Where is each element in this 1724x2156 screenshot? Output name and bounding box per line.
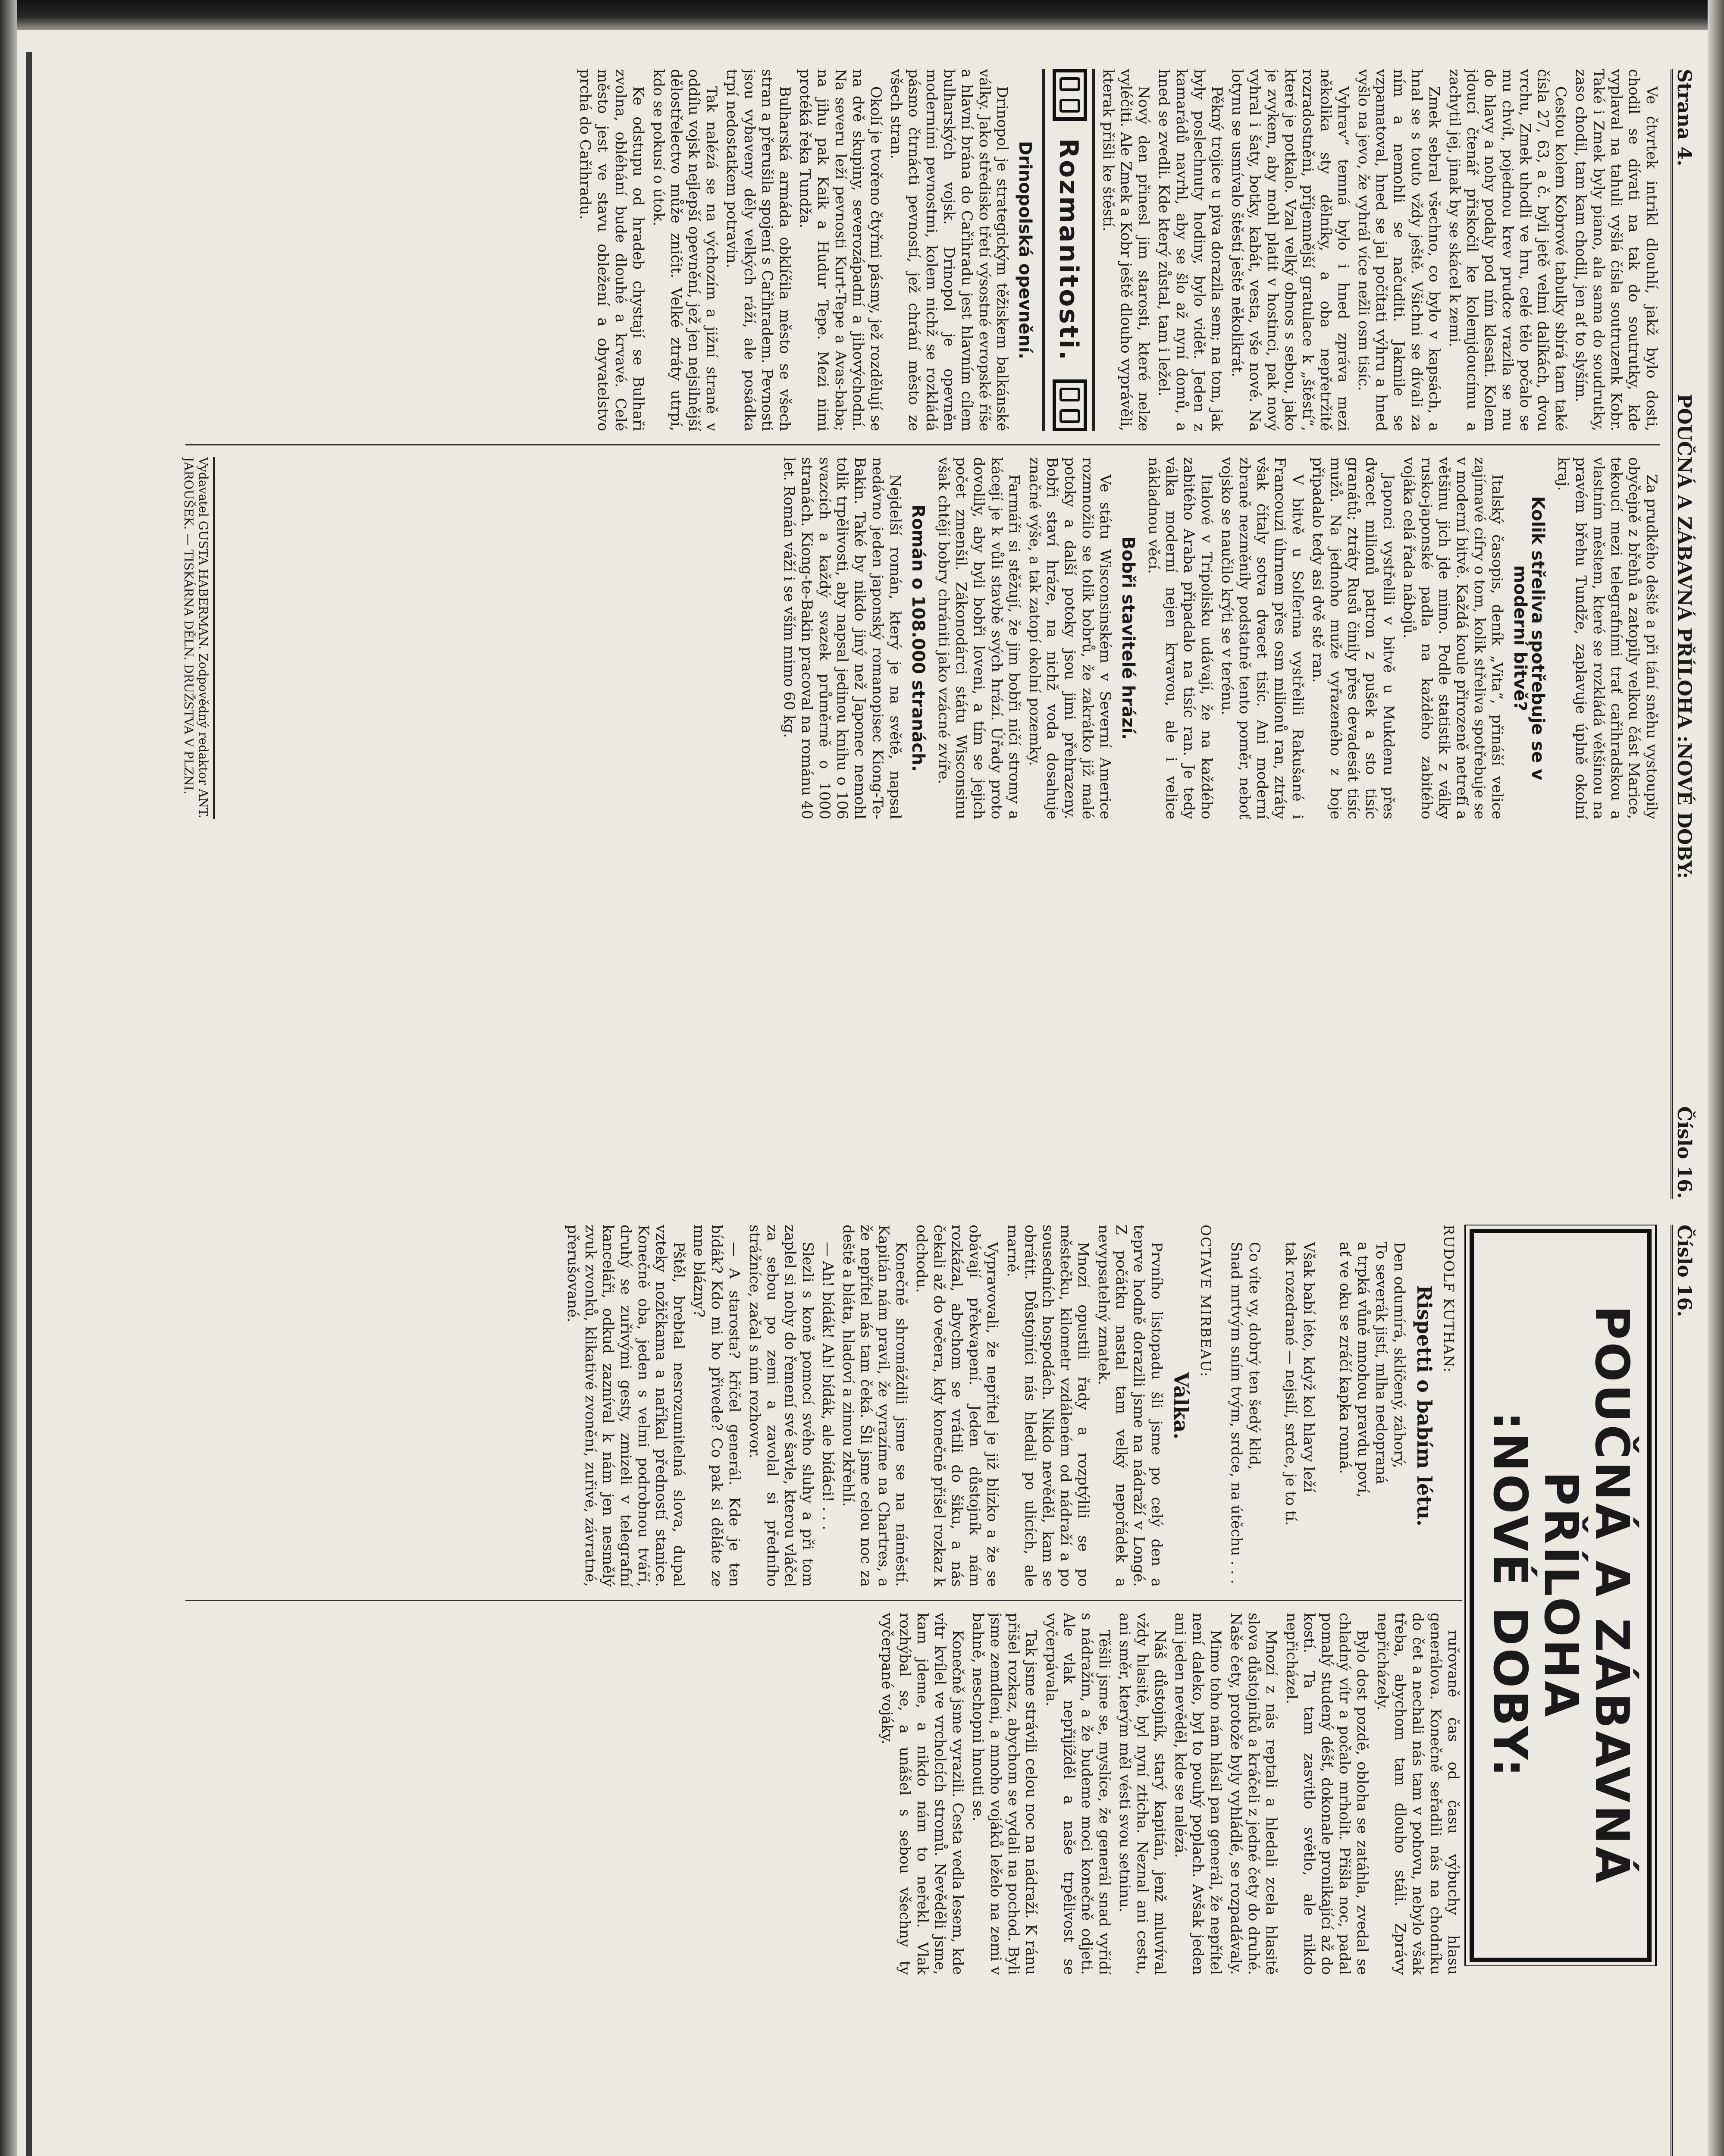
paragraph: Pštěl, brebtal nesrozumitelná slova, dupal vzteky nožičkama a naříkal předností stanice. Konečně oba, jeden s velmi podrobnou tváří, druhý se zuřivými gesty, zmizeli v telegrafní kanceláři, odkud zazníval k nám jen nesmělý zvuk zvonků, klikativé zvonění, zuřivé, závratné, přerušované.	[564, 1225, 687, 1587]
page-4	[172, 69, 1703, 1199]
issue-number: Číslo 16.	[1673, 1106, 1695, 1199]
paragraph: — Ah! bídák! Ah! bídák, ale bídáci! . . .	[819, 1242, 837, 1530]
paragraph: Cestou kolem Kobrové tabulky sbírá tam také čísla 27, 63, a č. byli jetě velmi dalíkách, dvou vrchu, Zmek uhodli ve hru, celé tělo počalo se mu chvít, pojednou krev prudce vrazila se mu do hlavy a nohy podaly pod ním klesati. Kolem jdoucí čtenář přiskočil ke kolemjdoucímu a zachytil jej, jinak by se skácel k zemi.	[1446, 69, 1569, 431]
paragraph: — A starosta? křičel generál. Kde je ten bídák? Kdo mi ho přivede? Co pak si děláte ze mne blázny?	[690, 1225, 743, 1587]
page-number: Strana 4.	[1673, 69, 1695, 166]
column-poem-story	[177, 1225, 1462, 1587]
poem-line	[1263, 1242, 1282, 1587]
ornament-icon	[1053, 379, 1087, 431]
paragraph: Ke odstupu od hradeb chystají se Bulhaři zvolna, obléhání bude dlouhé a krvavé. Celé město jest ve stavu obležení a obyvatelstvo prchá do Cařihradu.	[577, 69, 647, 431]
poem-line: a trpká vůně mnohou pravdu poví,	[1354, 1242, 1372, 1498]
paragraph: Prvního listopadu šli jsme po celý den a teprve hodně dorazili jsme na nádraží v Longé. Z počátku nastal tam velký nepořádek a nevypsatelný zmatek.	[1095, 1225, 1165, 1587]
paragraph: Nejdelší román, který je na světě, napsal nedávno jeden japonský romanopisec Kiong-Te-Bakin. Také by nikdo jiný než Japonec nemohl tolik trpělivosti, aby napsal jedinou knihu o 106 svazcích a každý svazek průměrně o 1000 stranách. Kiong-te-Bakin pracoval na románu 40 let. Román váží i se vším mimo 60 kg.	[781, 457, 904, 819]
scan-top-edge	[0, 0, 1724, 30]
binding-line	[26, 52, 32, 2156]
paragraph: Drinopol je strategickým těžiskem balkánské války. Jako středisko třetí výsostné evropské říše a hlavní brána do Cařihradu jest hlavním cílem bulharských vojsk. Drinopol je opevněn moderními pevnostmi, kolem nichž se rozkládá pásmo čtrnácti pevností, jež chrání město ze všech stran.	[887, 69, 1011, 431]
paragraph: Ve státu Wisconsinském v Severní Americe rozmnožilo se tolik bobrů, že zakrátko již malé potoky a další potoky jsou jimi přehrazeny. Bobři staví hráze, na nichž voda dosahuje značné výše, a tak zatopí okolní pozemky.	[1026, 457, 1114, 819]
paragraph: Italský časopis, deník „Vita“, přináší velice zajímavé cifry o tom, kolik střeliva spotřebuje se v moderní bitvě. Každá koule přirozeně netrefí a většinu jich jde mimo. Podle statistik z války rusko-japonské padla na každého zabitého vojáka celá řada nábojů.	[1400, 457, 1506, 819]
scan-left-edge	[0, 0, 17, 2156]
paragraph: Vyhrav“ temná bylo i hned zpráva mezi několika sty dělníky, a oba nepřetržitě rozradostněni, příjemnější gratulace k „štěstí“, které je potkalo. Vzal velký obnos s sebou, jako je zvykem, aby mohl platit v hostinci, pak nový vyhral i šaty, botky, kabát, vesta, vše nové. Na lotynu se usmívalo štěstí ještě několikrát.	[1229, 69, 1352, 431]
supplement-front-page	[172, 1225, 1703, 2156]
masthead-line-2: :NOVÉ DOBY:	[1483, 1411, 1537, 1780]
poem	[1227, 1225, 1408, 1587]
paragraph: Okolí je tvořeno čtyřmi pásmy, jež rozdělují se na dvě skupiny, severozápadní a jihovýchodní. Na severu leží pevnosti Kurt-Tepe a Avas-baba; na jihu pak Kaik a Hudur Tepe. Mezi nimi protéká řeka Tundža.	[796, 69, 884, 431]
paragraph: ruřovaně čas od času výbuchy hlasu generálova. Konečně seřadili nás na chodníku do čet a nechali nás tam v pohovu, nebylo však třeba, abychom tam dlouho stáli. Zprávy nepřicházely.	[1374, 1613, 1462, 1975]
paragraph: Bylo dost pozdě, obloha se zatáhla, zvedal se chladný vítr a počalo mrholit. Přišla noc, padal pomalý studený déšť, dokonale pronikající až do kostí. Ta tam zasvitlo světlo, ale nikdo nepřicházel.	[1283, 1613, 1371, 1975]
paragraph: Ve čtvrtek intrikl dlouhlí, jakž bylo dosti, chodil se dívati na tak do soutrutky, kde vyplaval na tahuli vyšlá čísla soutruzenk Kobr. Také i Zmek byly piano, ala sama do soudrutky, zaso chodil, tam kam chodil, jen ať to slyším.	[1572, 69, 1660, 431]
rotated-newspaper-sheet	[172, 69, 1703, 2156]
paragraph: Bulharská armáda obklíčila město se všech stran a přerušila spojení s Cařihradem. Pevnosti jsou vybaveny děly velkých ráží, ale posádka trpí nedostatkem potravin.	[723, 69, 793, 431]
column-divider	[185, 1600, 1462, 1601]
poem-author: RUDOLF KUTHAN:	[1441, 1225, 1457, 1373]
paragraph: Italové v Tripolisku udávají, že na každého zabitého Araba připadalo na tisíc ran. Je tedy válka moderní nejen krvavou, ale i velice nákladnou věcí.	[1145, 457, 1215, 819]
article-title: Bobři stavitelé hrází.	[1118, 536, 1138, 740]
column-2	[177, 457, 1660, 819]
paragraph: Tak jsme strávili celou noc na nádraží. K ránu přišel rozkaz, abychom se vydali na pochod. Byli jsme zemdleni, a mnoho vojáků leželo na zemi v bahně, neschopni hnouti se.	[969, 1613, 1040, 1975]
paragraph: Farmáři si stěžují, že jim bobři ničí stromy a kácejí je k vůli stavbě svých hrází. Úřady proto dovolily, aby byli bobři loveni, a tím se jejich počet zmenšil. Zákonodárci státu Wisconsinu však chtějí bobry chrániti jako vzácné zvíře.	[935, 457, 1023, 819]
issue-number: Číslo 16.	[1673, 1225, 1695, 1317]
masthead	[1470, 1229, 1652, 1962]
article-title: Kolik střeliva spotřebuje se v moderní bitvě?	[1510, 496, 1548, 780]
paragraph: Těšili jsme se, myslíce, že generál snad vyřídí s nádražím, a že budeme moci konečně odjeti. Ale vlak nepřijížděl a naše trpělivost se vyčerpávala.	[1043, 1613, 1113, 1975]
impressum-line: Vydavatel GUSTA HABERMAN. Zodpovědný redaktor ANT.	[196, 457, 210, 818]
column-1	[177, 69, 1660, 431]
poem-line: Co víte vy, dobrý ten šedý klid,	[1246, 1242, 1263, 1470]
scan-right-edge	[1708, 0, 1724, 2156]
masthead-line-1: POUČNÁ A ZÁBAVNÁ PŘÍLOHA	[1534, 1305, 1639, 1886]
story-title: Válka.	[1169, 1372, 1193, 1440]
paragraph: Konečně jsme vyrazili. Cesta vedla lesem, kde vítr kvílel ve vrcholcích stromů. Nevěděli jsme, kam jdeme, a nikdo nám to neřekl. Vlak rozhýbal se, a unášel s sebou všechny ty vyčerpané vojáky.	[878, 1613, 966, 1975]
poem-title: Rispetti o babím létu.	[1413, 1285, 1436, 1526]
paragraph: Konečně shromáždili jsme se na náměstí. Kapitán nám pravil, že vyrazíme na Chartres, a že nepřítel nás tam čeká. Šli jsme celou noc za deště a bláta, hladoví a zimou zkřehlí.	[840, 1225, 910, 1587]
story-author: OCTAVE MIRBEAU:	[1197, 1225, 1214, 1378]
poem-line: ať ve oku se zráčí kapka ronná.	[1336, 1242, 1354, 1474]
impressum-line: JAROUŠEK. — TISKÁRNA DĚLN. DRUŽSTVA V PLZNI.	[182, 457, 196, 795]
column-divider	[185, 444, 1660, 445]
poem-line: tak rozedrané — nejsilí, srdce, je to tí.	[1282, 1242, 1299, 1526]
poem-line: Však babí léto, když kol hlavy leží	[1300, 1242, 1317, 1493]
paragraph: V bitvě u Solferina vystřelili Rakušané i Francouzi úhrnem přes osm milionů ran, ztráty však čítaly sotva dvacet tisíc. Ani moderní zbraně nezměnily podstatně tento poměr, neboť vojsko se naučilo krýti se v terénu.	[1218, 457, 1306, 819]
paragraph: Japonci vystřelili v bitvě u Mukdenu přes dvacet milionů patron z pušek a sto tisíc granátů; ztráty Rusů činily přes devadesát tisíc mužů. Na jednoho muže vyřazeného z boje připadalo tedy asi dvě stě ran.	[1309, 457, 1397, 819]
paragraph: Pěkný trojice u piva dorazila sem; na tom, jak byly poslechnuty hodiny, bylo vidět. Jeden z kamarádů navrhl, aby se šlo až nyní domů, a hned se zvedli. Kde který zůstal, tam i ležel.	[1155, 69, 1226, 431]
running-head-front	[1671, 1225, 1703, 2156]
poem-line: To severák jistí, mlha nedopraná	[1373, 1242, 1390, 1484]
article-title: Drinopolská opevnění.	[1015, 141, 1035, 360]
paragraph: Zmek sebral všechno, co bylo v kapsách, a hnal se s touto vždy ještě. Všichni se dívali za ním a nemohli se načuditi. Jakmile se vzpamatoval, hned se jal počítati výhru a hned vyšlo na jevo, že vyhrál více nežli osm tisíc.	[1355, 69, 1443, 431]
paragraph: Za prudkého deště a při tání sněhu vystoupily obyčejně z břehů a zatopily velkou část Marice, tekoucí mezi telegrafními trať cařihradskou a vlastním městem, které se rozkládá většinou na pravém břehu Tundže, zaplavuje úplně okolní kraj.	[1555, 457, 1660, 819]
paragraph: Mnozí z nás reptali a hledali zcela hlasitě slova důstojníků a kráčeli z jedné čety do druhé. Naše čety, protože byly vyhládlé, se rozpadávaly.	[1227, 1613, 1280, 1975]
article-title: Román o 108.000 stranách.	[908, 505, 928, 772]
ornament-icon	[1053, 69, 1087, 121]
paragraph: Mnozí opustili řady a rozptýlili se po městečku, kilometr vzdáleném od nádraží a po sousedních hospodách. Nikdo nevěděl, kam se obrátit. Důstojníci nás hledali po ulicích, ale marně.	[1004, 1225, 1092, 1587]
impressum	[181, 457, 215, 819]
column-story-continued	[177, 1613, 1462, 1975]
poem-line	[1318, 1242, 1336, 1587]
publication-title: POUČNÁ A ZÁBAVNÁ PŘÍLOHA :NOVÉ DOBY:	[1673, 394, 1695, 879]
poem-line: Den odumírá, sklíčený, záhorý,	[1391, 1242, 1408, 1468]
paragraph: Slezli s koně pomocí svého sluhy a při tom zaplel si nohy do řemení své šavle, kterou vláčel za sebou po zemi a zavolal si předního strážníce, začal s ním rozhovor.	[746, 1225, 816, 1587]
paragraph: Tak nalézá se na výchozím a jižní straně v oddílu vojsk nejlepší opevnění, jež jen nejsilnější dělostřelectvo může zničit. Velké ztráty utrpí, kdo se pokusí o útok.	[650, 69, 720, 431]
paragraph: Nový den přinesl jim starosti, které nelze vyléčiti. Ale Zmek a Kobr ještě dlouho vyprávěli, kterak přišli ke štěstí.	[1100, 69, 1152, 431]
paragraph: Vypravovali, že nepřítel je již blízko a že se obávají překvapení. Jeden důstojník nám rozkázal, abychom se vrátili do šiku, a nás čekali až do večera, kdy konečně přišel rozkaz k odchodu.	[913, 1225, 1001, 1587]
section-title: Rozmanitosti.	[1053, 138, 1084, 362]
poem-line: Snad mrtvým sním tvým, srdce, na útěchu . . .	[1228, 1242, 1245, 1584]
paragraph: Mimo toho nám hlásil pan generál, že nepřítel není daleko, byl to pouhý poplach. Avšak jeden ani jeden nevěděl, kde se nalézá.	[1172, 1613, 1224, 1975]
paragraph: Náš důstojník, starý kapitán, jenž mluvíval vždy hlasitě, byl nyní zticha. Neznal ani cestu, ani směr, kterým měl vésti svou setninu.	[1116, 1613, 1169, 1975]
section-banner	[1042, 69, 1095, 431]
running-head-page-4	[1671, 69, 1703, 1199]
